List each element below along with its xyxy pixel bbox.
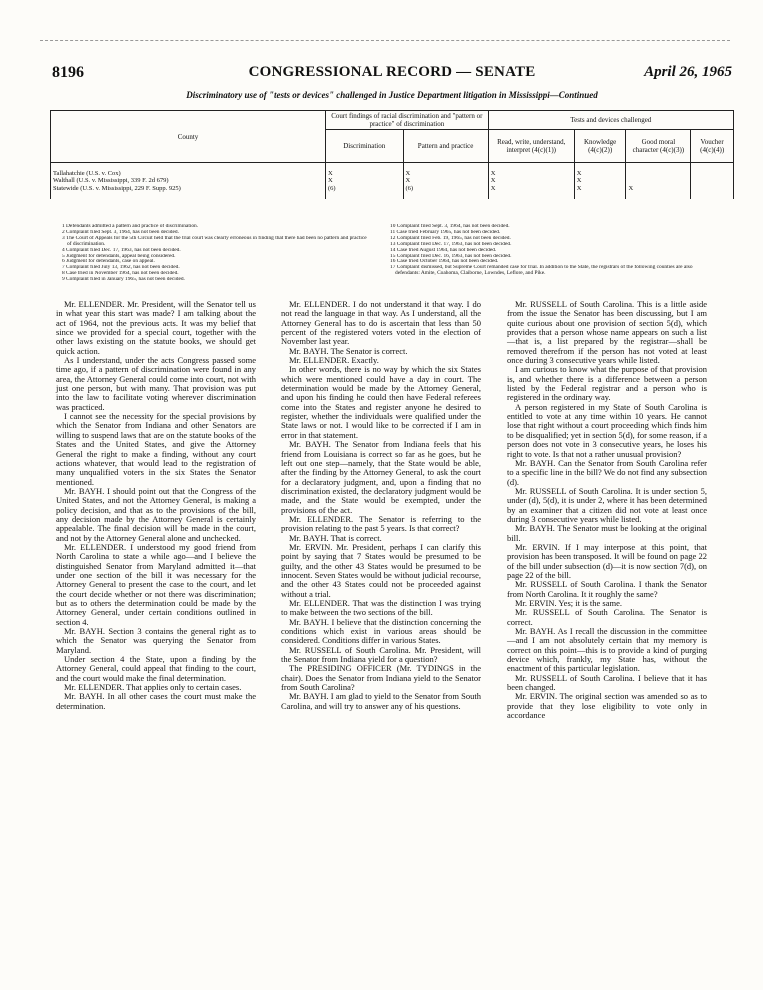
paragraph: Mr. RUSSELL of South Carolina. Mr. President, will the Senator from Indiana yield for a question? <box>281 644 481 665</box>
paragraph: Mr. ERVIN. Mr. President, perhaps I can clarify this point by saying that 7 States would be presumed to be guilty, and the other 43 States would be presumed to be innocent. Seven States would be without judicial recourse, and the other 43 States could not be proceeded against without a trial. <box>281 541 481 599</box>
footnote: 11 Case tried February 1965, has not been decided. <box>390 229 501 235</box>
mark: X <box>576 169 582 177</box>
mark: X <box>576 177 582 185</box>
paragraph: Mr. BAYH. The Senator must be looking at the original bill. <box>507 523 707 543</box>
footnote: 12 Complaint filed Feb. 19, 1965, has not been decided. <box>390 235 511 241</box>
footnote: 15 Complaint filed Dec. 16, 1963, has not been decided. <box>390 253 512 259</box>
column-header: Read, write, understand, interpret (4(c)(1)) <box>488 130 574 163</box>
knowledge-cell <box>574 163 626 200</box>
paragraph: The PRESIDING OFFICER (Mr. TYDINGS in the chair). Does the Senator from Indiana yield to the Senator from South Carolina? <box>281 663 481 693</box>
moral-cell <box>626 163 691 200</box>
discrimination-cell <box>326 163 404 200</box>
footnotes-left <box>62 224 367 283</box>
county-cell <box>51 163 326 200</box>
footnote: 8 Case tried in November 1964, has not been decided. <box>62 271 179 277</box>
mark: X <box>405 169 411 177</box>
paragraph: I cannot see the necessity for the special provisions by which the Senator from Indiana and other Senators are willing to suspend laws that are on the statute books of the States and the United States, and give the Attorney General the right to make a finding, without any court actions whatever, that would lead to the registration of many unqualified voters in the six States the Senator mentioned. <box>56 411 256 487</box>
page-header <box>52 64 732 86</box>
paragraph: Mr. BAYH. In all other cases the court must make the determination. <box>56 691 256 711</box>
footnote: 16 Case tried October 1964, has not been decided. <box>390 259 499 265</box>
pattern-cell <box>403 163 488 200</box>
read-cell <box>488 163 574 200</box>
litigation-table <box>50 110 734 199</box>
paragraph: As I understand, under the acts Congress passed some time ago, if a pattern of discrimination were found in any area, the Attorney General could come into court, not with just one person, but with many. That provision was put into the law to facilitate voting wherever discrimination was practiced. <box>56 355 256 412</box>
mark: X <box>490 184 496 192</box>
mark: X <box>490 177 496 185</box>
paragraph: Mr. BAYH. The Senator is correct. <box>289 345 408 356</box>
footnote: 17 Complaint dismissed, but Supreme Court remanded case for trial. In addition to the State, the registrars of the following counties are also defendants: Amite, Coahoma, Claiborne, Lowndes, Leflore, and Pike. <box>390 265 693 277</box>
paragraph: Mr. BAYH. I should point out that the Congress of the United States, and not the Attorney General, is making a policy decision, and that as to the provisions of the bill, any decision made by the Attorney General is certainly appealable. The final decision will be made in the court, and not by the Attorney General alone and unchecked. <box>56 485 256 543</box>
county-name: Walthall (U.S. v. Mississippi, 339 F. 2d 679) <box>53 177 169 185</box>
findings-header: Court findings of racial discrimination and "pattern or practice" of discrimination <box>326 111 489 130</box>
top-rule <box>40 40 730 41</box>
paragraph: Mr. ELLENDER. The Senator is referring to the provision relating to the past 5 years. Is that correct? <box>281 513 481 534</box>
column-header: Pattern and practice <box>403 130 488 163</box>
footnote: 3 The Court of Appeals for the 5th Circuit held that the trial court was clearly erroneous in finding that there had been no pattern and practice of discrimination. <box>62 235 367 247</box>
paragraph: Mr. ELLENDER. Exactly. <box>289 355 379 366</box>
footnote: 2 Complaint filed Sept. 3, 1964, has not been decided. <box>62 229 179 235</box>
mark: (6) <box>328 184 336 192</box>
footnote: 6 Judgment for defendants, case on appeal. <box>62 259 155 265</box>
mark: X <box>490 169 496 177</box>
text-column-1 <box>56 300 256 711</box>
column-header: Good moral character (4(c)(3)) <box>626 130 691 163</box>
paragraph: Mr. BAYH. As I recall the discussion in the committee—and I am not absolutely certain that my memory is correct on this point—this is to provide a kind of purging device which, frankly, my State has, without the enactment of this particular legislation. <box>507 626 707 674</box>
paragraph: Mr. ELLENDER. I understood my good friend from North Carolina to state a while ago—and I believe the distinguished Senator from Maryland admitted it—that under one section of the bill it was necessary for the Attorney General to present the case to the court, and let the court decide whether or not there was discrimination; but as to others the determination could be made by the Attorney General, under certain conditions outlined in section 4. <box>56 541 256 627</box>
paragraph: In other words, there is no way by which the six States which were mentioned could have a day in court. The determination would be made by the Attorney General, and upon his finding he could then have Federal referees come into the States and register anyone he desired to register, whether the individuals were qualified under the State laws or not. I would like to be corrected if I am in error in that statement. <box>281 364 481 440</box>
paragraph: Mr. ELLENDER. I do not understand it that way. I do not read the language in that way. As I understand, all the Attorney General has to do is ascertain that less than 50 percent of the registered voters voted in the election of November last year. <box>281 299 481 347</box>
column-header: Voucher (4(c)(4)) <box>691 130 734 163</box>
paragraph: Mr. BAYH. The Senator from Indiana feels that his friend from Louisiana is correct so far as he goes, but he left out one step—namely, that the State would be able, after the finding by the Attorney General, to ask the court for a declaratory judgment, and, upon a finding that no discrimination existed, the declaratory judgment would be made, and the State would be exempted, under the provisions of the act. <box>281 439 481 515</box>
paragraph: Mr. ELLENDER. That was the distinction I was trying to make between the two sections of the bill. <box>281 598 481 618</box>
mark: X <box>328 169 333 177</box>
column-header: Discrimination <box>326 130 404 163</box>
table-title: Discriminatory use of "tests or devices" challenged in Justice Department litigation in Mississippi—Continued <box>186 90 598 100</box>
paragraph: Mr. ERVIN. Yes; it is the same. <box>515 598 622 608</box>
paragraph: Mr. BAYH. That is correct. <box>289 532 382 543</box>
table-row <box>51 163 734 200</box>
mark: (6) <box>405 184 414 192</box>
journal-title: CONGRESSIONAL RECORD — SENATE <box>248 64 536 80</box>
mark: X <box>405 177 411 185</box>
footnote: 7 Complaint filed July 13, 1962, has not been decided. <box>62 265 180 271</box>
paragraph: Mr. RUSSELL of South Carolina. I thank the Senator from North Carolina. It it roughly the same? <box>507 579 707 599</box>
paragraph: Mr. ERVIN. If I may interpose at this point, that provision has been transposed. It will be found on page 22 of the bill under subsection (d)—it is now section 7(d), on page 22 of the bill. <box>507 541 707 580</box>
tests-header: Tests and devices challenged <box>488 111 733 130</box>
mark: X <box>576 184 582 192</box>
page-number: 8196 <box>52 64 84 81</box>
county-name: Statewide (U.S. v. Mississippi, 229 F. Supp. 925) <box>53 184 181 192</box>
paragraph: Under section 4 the State, upon a finding by the Attorney General, could appeal that finding to the court, and the court would make the final determination. <box>56 654 256 683</box>
county-name: Tallahatchie (U.S. v. Cox) <box>53 169 121 177</box>
text-column-2 <box>281 300 481 711</box>
paragraph: Mr. BAYH. I am glad to yield to the Senator from South Carolina, and will try to answer any of his questions. <box>281 691 481 711</box>
footnote: 10 Complaint filed Sept. 3, 1964, has not been decided. <box>390 224 510 229</box>
paragraph: Mr. ELLENDER. That applies only to certain cases. <box>64 682 242 693</box>
footnote: 14 Case tried August 1964, has not been decided. <box>390 247 497 253</box>
paragraph: Mr. RUSSELL of South Carolina. I believe that it has been changed. <box>507 672 707 693</box>
mark: X <box>628 184 634 192</box>
paragraph: Mr. RUSSELL of South Carolina. This is a little aside from the issue the Senator has been discussing, but I am quite curious about one provision of section 5(d), which provides that a person whose name appears on such a list—that is, a list prepared by the registrar—shall be removed therefrom if the person has not voted at least once during 3 consecutive years while listed. <box>507 299 707 366</box>
paragraph: Mr. BAYH. I believe that the distinction concerning the conditions which exist in various areas should be considered. Conditions differ in various States. <box>281 616 481 646</box>
mark <box>628 177 688 185</box>
paragraph: Mr. ERVIN. The original section was amended so as to provide that they lose eligibility to vote only in accordance <box>507 691 707 721</box>
column-header: Knowledge (4(c)(2)) <box>574 130 626 163</box>
paragraph: Mr. RUSSELL of South Carolina. The Senator is correct. <box>507 607 707 627</box>
footnote: 5 Judgment for defendants, appeal being considered. <box>62 253 176 259</box>
footnote: 4 Complaint filed Dec. 17, 1963, has not been decided. <box>62 247 181 253</box>
issue-date: April 26, 1965 <box>644 64 732 80</box>
paragraph: Mr. BAYH. Section 3 contains the general right as to which the Senator was querying the Senator from Maryland. <box>56 626 256 655</box>
mark <box>628 170 688 178</box>
footnote: 9 Complaint filed in January 1965, has not been decided. <box>62 277 185 283</box>
mark: X <box>328 177 333 185</box>
paragraph: Mr. ELLENDER. Mr. President, will the Senator tell us in what year this start was made? I am talking about the act of 1964, not the previous acts. It was my belief that since we provided for a special court, together with the other laws existing on the statute books, we should get quick action. <box>56 299 256 356</box>
text-column-3 <box>507 300 707 720</box>
footnotes-right <box>390 224 695 277</box>
county-header: County <box>51 111 326 163</box>
footnote: 13 Complaint filed Dec. 17, 1963, has not been decided. <box>390 241 512 247</box>
paragraph: Mr. RUSSELL of South Carolina. It is under section 5, under (d), 5(d), it is under 2, where it has been determined by an examiner that a citizen did not vote at least once during 3 consecutive years while listed. <box>507 485 707 524</box>
voucher-cell <box>691 163 734 200</box>
paragraph: I am curious to know what the purpose of that provision is, and whether there is a difference between a person listed by the Federal registrar and a person who is registered in the ordinary way. <box>507 364 707 403</box>
footnote: 1 Defendants admitted a pattern and practice of discrimination. <box>62 224 199 229</box>
paragraph: Mr. BAYH. Can the Senator from South Carolina refer to a specific line in the bill? We do not find any subsection (d). <box>507 457 707 487</box>
paragraph: A person registered in my State of South Carolina is entitled to vote at any time within 10 years. He cannot lose that right without a court proceeding which finds him to be disqualified; yet in section 5(d), for some reason, if a person does not vote in 3 consecutive years, he loses his right to vote. Is that not a rather unusual provision? <box>507 401 707 459</box>
